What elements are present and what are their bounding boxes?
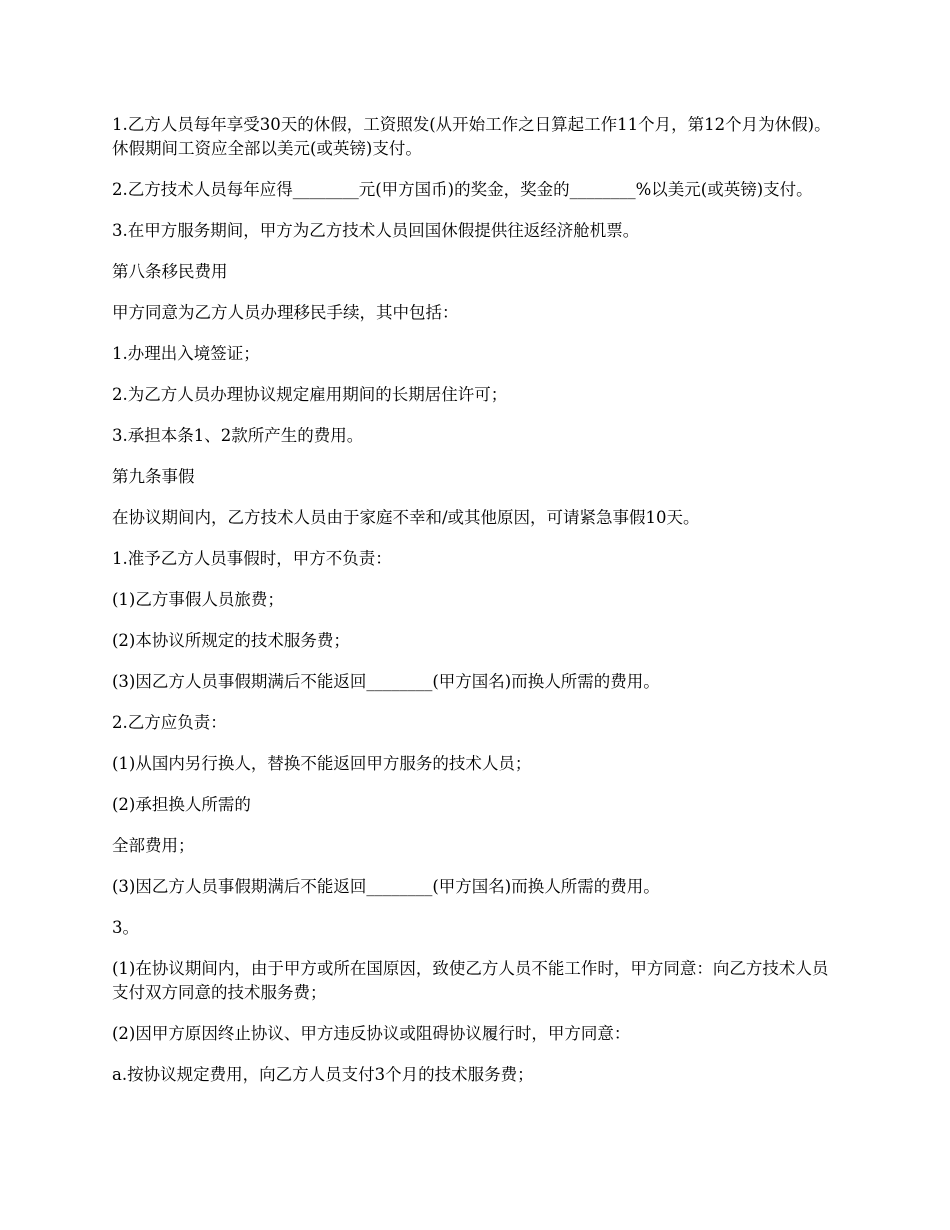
paragraph-party-a-not-responsible: 1.准予乙方人员事假时，甲方不负责： [112, 549, 392, 568]
paragraph-three-months-fee: a.按协议规定费用，向乙方人员支付3个月的技术服务费； [112, 1065, 534, 1084]
paragraph-bonus: 2.乙方技术人员每年应得________元(甲方国币)的奖金，奖金的________%以美元(或英镑)支付。 [112, 180, 813, 199]
paragraph-replacement-cost-b: (3)因乙方人员事假期满后不能返回________(甲方国名)而换人所需的费用。 [112, 877, 660, 896]
paragraph-travel-costs: (1)乙方事假人员旅费； [112, 590, 284, 609]
paragraph-bear-replacement: (2)承担换人所需的 [112, 795, 251, 814]
paragraph-party-b-responsible: 2.乙方应负责： [112, 713, 227, 732]
paragraph-emergency-leave: 在协议期间内，乙方技术人员由于家庭不幸和/或其他原因，可请紧急事假10天。 [112, 508, 700, 527]
paragraph-residence-permit: 2.为乙方人员办理协议规定雇用期间的长期居住许可； [112, 385, 508, 404]
paragraph-vacation-pay: 1.乙方人员每年享受30天的休假，工资照发(从开始工作之日算起工作11个月，第12个月为休假)。休假期间工资应全部以美元(或英镑)支付。 [112, 115, 831, 158]
paragraph-replacement-cost-a: (3)因乙方人员事假期满后不能返回________(甲方国名)而换人所需的费用。 [112, 672, 660, 691]
paragraph-replace-staff: (1)从国内另行换人，替换不能返回甲方服务的技术人员； [112, 754, 532, 773]
paragraph-visa: 1.办理出入境签证； [112, 344, 260, 363]
paragraph-section-3: 3。 [112, 918, 139, 937]
paragraph-service-fee: (2)本协议所规定的技术服务费； [112, 631, 350, 650]
document-body [112, 113, 842, 1104]
paragraph-all-costs: 全部费用； [112, 836, 195, 855]
paragraph-unable-to-work: (1)在协议期间内，由于甲方或所在国原因，致使乙方人员不能工作时，甲方同意：向乙方技术人员支付双方同意的技术服务费； [112, 959, 829, 1002]
paragraph-immigration-costs: 3.承担本条1、2款所产生的费用。 [112, 426, 364, 445]
article-8-heading: 第八条移民费用 [112, 262, 228, 281]
paragraph-air-tickets: 3.在甲方服务期间，甲方为乙方技术人员回国休假提供往返经济舱机票。 [112, 221, 640, 240]
paragraph-immigration-intro: 甲方同意为乙方人员办理移民手续，其中包括： [112, 303, 459, 322]
paragraph-termination: (2)因甲方原因终止协议、甲方违反协议或阻碍协议履行时，甲方同意： [112, 1024, 631, 1043]
article-9-heading: 第九条事假 [112, 467, 195, 486]
